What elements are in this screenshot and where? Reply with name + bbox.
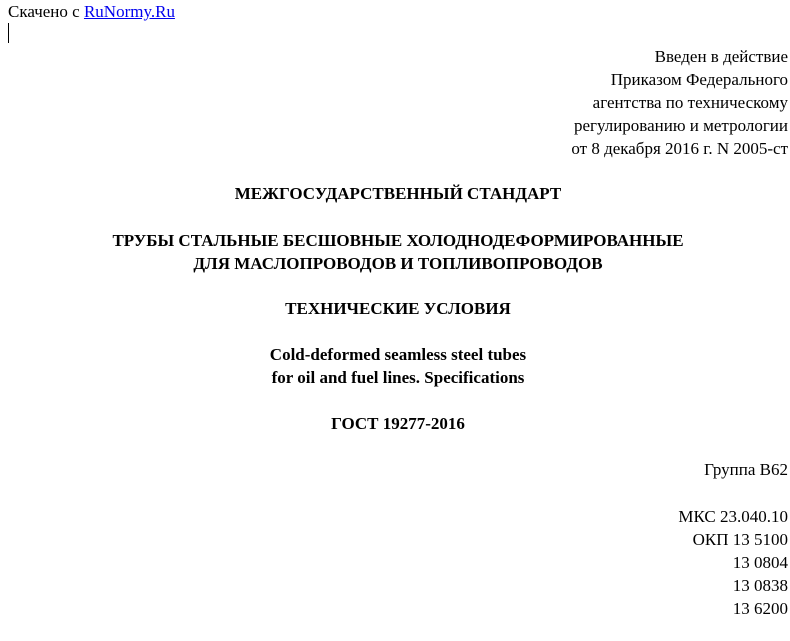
classification-code: 13 6200 xyxy=(732,599,788,618)
enactment-line: Введен в действие xyxy=(654,47,788,66)
source-line xyxy=(8,0,175,23)
enactment-line: регулированию и метрологии xyxy=(573,116,788,135)
technical-conditions-heading: ТЕХНИЧЕСКИЕ УСЛОВИЯ xyxy=(285,299,511,318)
enactment-line: агентства по техническому xyxy=(592,93,788,112)
group-code: Группа В62 xyxy=(704,460,788,479)
title-line: ДЛЯ МАСЛОПРОВОДОВ И ТОПЛИВОПРОВОДОВ xyxy=(193,254,603,273)
enactment-note xyxy=(571,45,788,160)
english-title-line: for oil and fuel lines. Specifications xyxy=(271,368,525,387)
english-title xyxy=(0,343,790,389)
gost-number: ГОСТ 19277-2016 xyxy=(331,414,465,433)
text-cursor xyxy=(8,23,9,43)
classification-code: МКС 23.040.10 xyxy=(678,507,788,526)
classification-code: 13 0838 xyxy=(732,576,788,595)
title-line: ТРУБЫ СТАЛЬНЫЕ БЕСШОВНЫЕ ХОЛОДНОДЕФОРМИРОВАННЫЕ xyxy=(112,231,684,250)
runormy-link[interactable]: RuNormy.Ru xyxy=(83,2,175,21)
standard-type-heading: МЕЖГОСУДАРСТВЕННЫЙ СТАНДАРТ xyxy=(234,184,562,203)
enactment-line: от 8 декабря 2016 г. N 2005-ст xyxy=(571,139,788,158)
english-title-line: Cold-deformed seamless steel tubes xyxy=(269,345,527,364)
classification-codes xyxy=(678,505,788,620)
classification-code: 13 0804 xyxy=(732,553,788,572)
enactment-line: Приказом Федерального xyxy=(610,70,788,89)
document-title xyxy=(0,229,790,275)
classification-code: ОКП 13 5100 xyxy=(692,530,788,549)
source-prefix: Скачено с xyxy=(8,2,84,21)
